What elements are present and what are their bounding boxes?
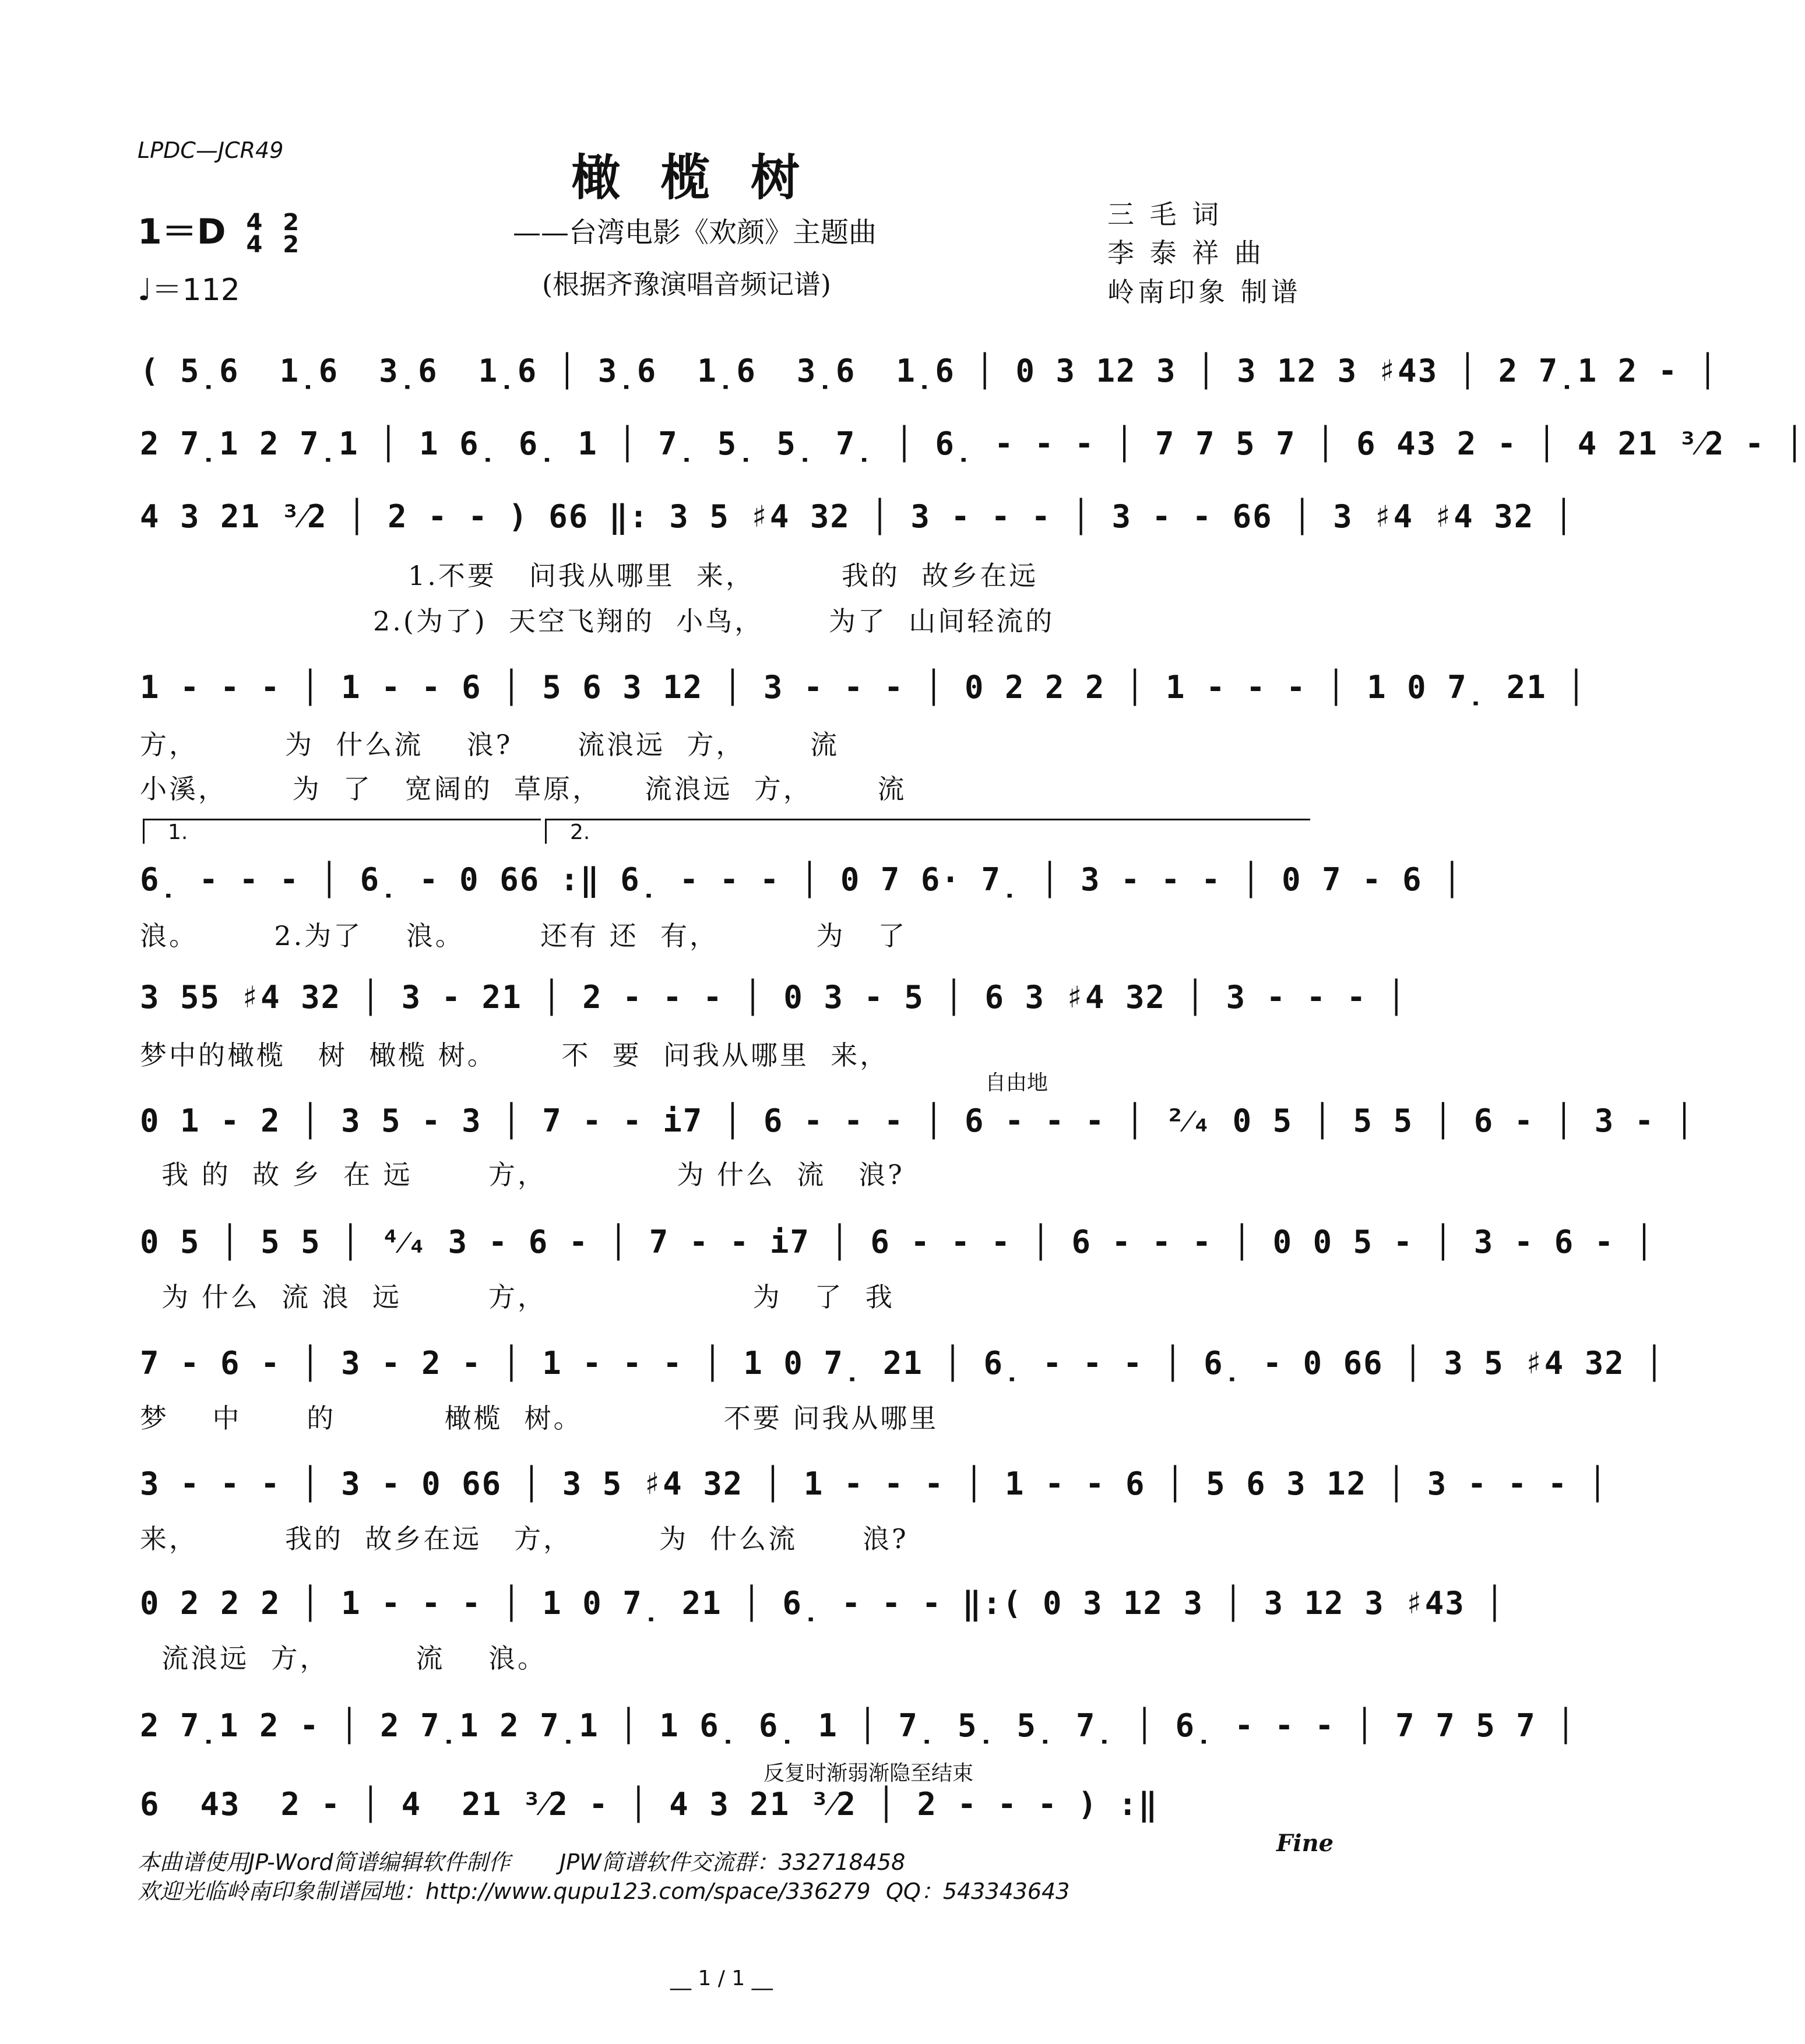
footer-group: JPW简谱软件交流群：332718458 [560,1849,906,1875]
notation-row-8: 0 5 │ 5 5 │ ⁴⁄₄ 3 - 6 - │ 7 - - i7 │ 6 - - - │ 6 - - - │ 0 0 5 - │ 3 - 6 - │ [140,1224,1655,1260]
tempo-free-marking: 自由地 [985,1071,1048,1095]
lyric-row-3-verse-2: 2.(为了) 天空飞翔的 小鸟， 为了 山间轻流的 [373,605,1055,637]
volta-bracket-1: 1. [143,819,541,844]
time-signature-1: 4 4 [246,209,263,259]
tempo-marking: ♩＝112 [138,273,240,308]
notation-row-5: 6̣ - - - │ 6̣ - 0 66 :‖ 6̣ - - - │ 0 7 6· 7̣ │ 3 - - - │ 0 7 - 6 │ [140,861,1463,898]
lyric-row-9: 梦 中 的 橄榄 树。 不要 问我从哪里 [140,1402,939,1434]
notation-row-1: ( 5̣6 1̣6 3̣6 1̣6 │ 3̣6 1̣6 3̣6 1̣6 │ 0 3 12 3 │ 3 12 3 ♯43 │ 2 7̣1 2 - │ [140,353,1719,389]
notation-row-7: 0 1 - 2 │ 3 5 - 3 │ 7 - - i7 │ 6 - - - │ 6 - - - │ ²⁄₄ 0 5 │ 5 5 │ 6 - │ 3 - │ [140,1102,1695,1139]
lyric-row-4-verse-2: 小溪， 为 了 宽阔的 草原， 流浪远 方， 流 [140,773,907,805]
page-number: __ 1 / 1 __ [670,1967,773,1990]
lyric-row-10: 来， 我的 故乡在远 方， 为 什么流 浪? [140,1523,909,1555]
volta-bracket-2: 2. [545,819,1310,844]
song-subtitle: ——台湾电影《欢颜》主题曲 [513,216,877,249]
notation-row-6: 3 55 ♯4 32 │ 3 - 21 │ 2 - - - │ 0 3 - 5 │ 6 3 ♯4 32 │ 3 - - - │ [140,979,1408,1016]
lyric-row-8: 为 什么 流 浪 远 方， 为 了 我 [140,1281,895,1313]
lyric-row-6: 梦中的橄榄 树 橄榄 树。 不 要 问我从哪里 来， [140,1039,889,1071]
time-signature-2: 2 2 [283,209,300,259]
footer-software: 本曲谱使用JP-Word简谱编辑软件制作 [138,1849,511,1875]
lyric-row-3-verse-1: 1.不要 问我从哪里 来， 我的 故乡在远 [408,560,1039,591]
lyricist-credit: 三 毛 词 [1107,199,1223,230]
score-code: LPDC—JCR49 [138,138,284,163]
lyric-row-5: 浪。 2.为了 浪。 还有 还 有， 为 了 [140,920,907,951]
transcription-note: (根据齐豫演唱音频记谱) [542,269,831,300]
repeat-fade-marking: 反复时渐弱渐隐至结束 [763,1761,974,1785]
notation-row-12: 2 7̣1 2 - │ 2 7̣1 2 7̣1 │ 1 6̣ 6̣ 1 │ 7̣ 5̣ 5̣ 7̣ │ 6̣ - - - │ 7 7 5 7 │ [140,1707,1577,1744]
notation-row-9: 7 - 6 - │ 3 - 2 - │ 1 - - - │ 1 0 7̣ 21 │ 6̣ - - - │ 6̣ - 0 66 │ 3 5 ♯4 32 │ [140,1345,1665,1382]
notation-row-3: 4 3 21 ³⁄2 │ 2 - - ) 66 ‖: 3 5 ♯4 32 │ 3 - - - │ 3 - - 66 │ 3 ♯4 ♯4 32 │ [140,498,1575,535]
notation-row-10: 3 - - - │ 3 - 0 66 │ 3 5 ♯4 32 │ 1 - - - │ 1 - - 6 │ 5 6 3 12 │ 3 - - - │ [140,1465,1609,1502]
footer-website: 欢迎光临岭南印象制谱园地：http://www.qupu123.com/space/336279 [138,1879,871,1904]
arranger-credit: 岭南印象 制谱 [1107,276,1301,308]
notation-row-2: 2 7̣1 2 7̣1 │ 1 6̣ 6̣ 1 │ 7̣ 5̣ 5̣ 7̣ │ 6̣ - - - │ 7 7 5 7 │ 6 43 2 - │ 4 21 ³⁄2 - │ [140,425,1805,462]
composer-credit: 李 泰 祥 曲 [1107,237,1265,269]
lyric-row-11: 流浪远 方， 流 浪。 [140,1643,547,1674]
key-label: 1＝D [138,212,226,252]
lyric-row-4-verse-1: 方， 为 什么流 浪? 流浪远 方， 流 [140,729,840,760]
key-signature [138,204,300,259]
notation-row-13: 6 43 2 - │ 4 21 ³⁄2 - │ 4 3 21 ³⁄2 │ 2 - - - ) :‖ [140,1786,1159,1823]
fine-marking: Fine [1276,1830,1334,1857]
notation-row-4: 1 - - - │ 1 - - 6 │ 5 6 3 12 │ 3 - - - │ 0 2 2 2 │ 1 - - - │ 1 0 7̣ 21 │ [140,669,1587,706]
notation-row-11: 0 2 2 2 │ 1 - - - │ 1 0 7̣ 21 │ 6̣ - - - ‖:( 0 3 12 3 │ 3 12 3 ♯43 │ [140,1585,1505,1622]
song-title: 橄榄树 [571,149,841,206]
lyric-row-7: 我 的 故 乡 在 远 方， 为 什么 流 浪? [140,1159,905,1190]
footer-qq: QQ：543343643 [886,1879,1070,1904]
